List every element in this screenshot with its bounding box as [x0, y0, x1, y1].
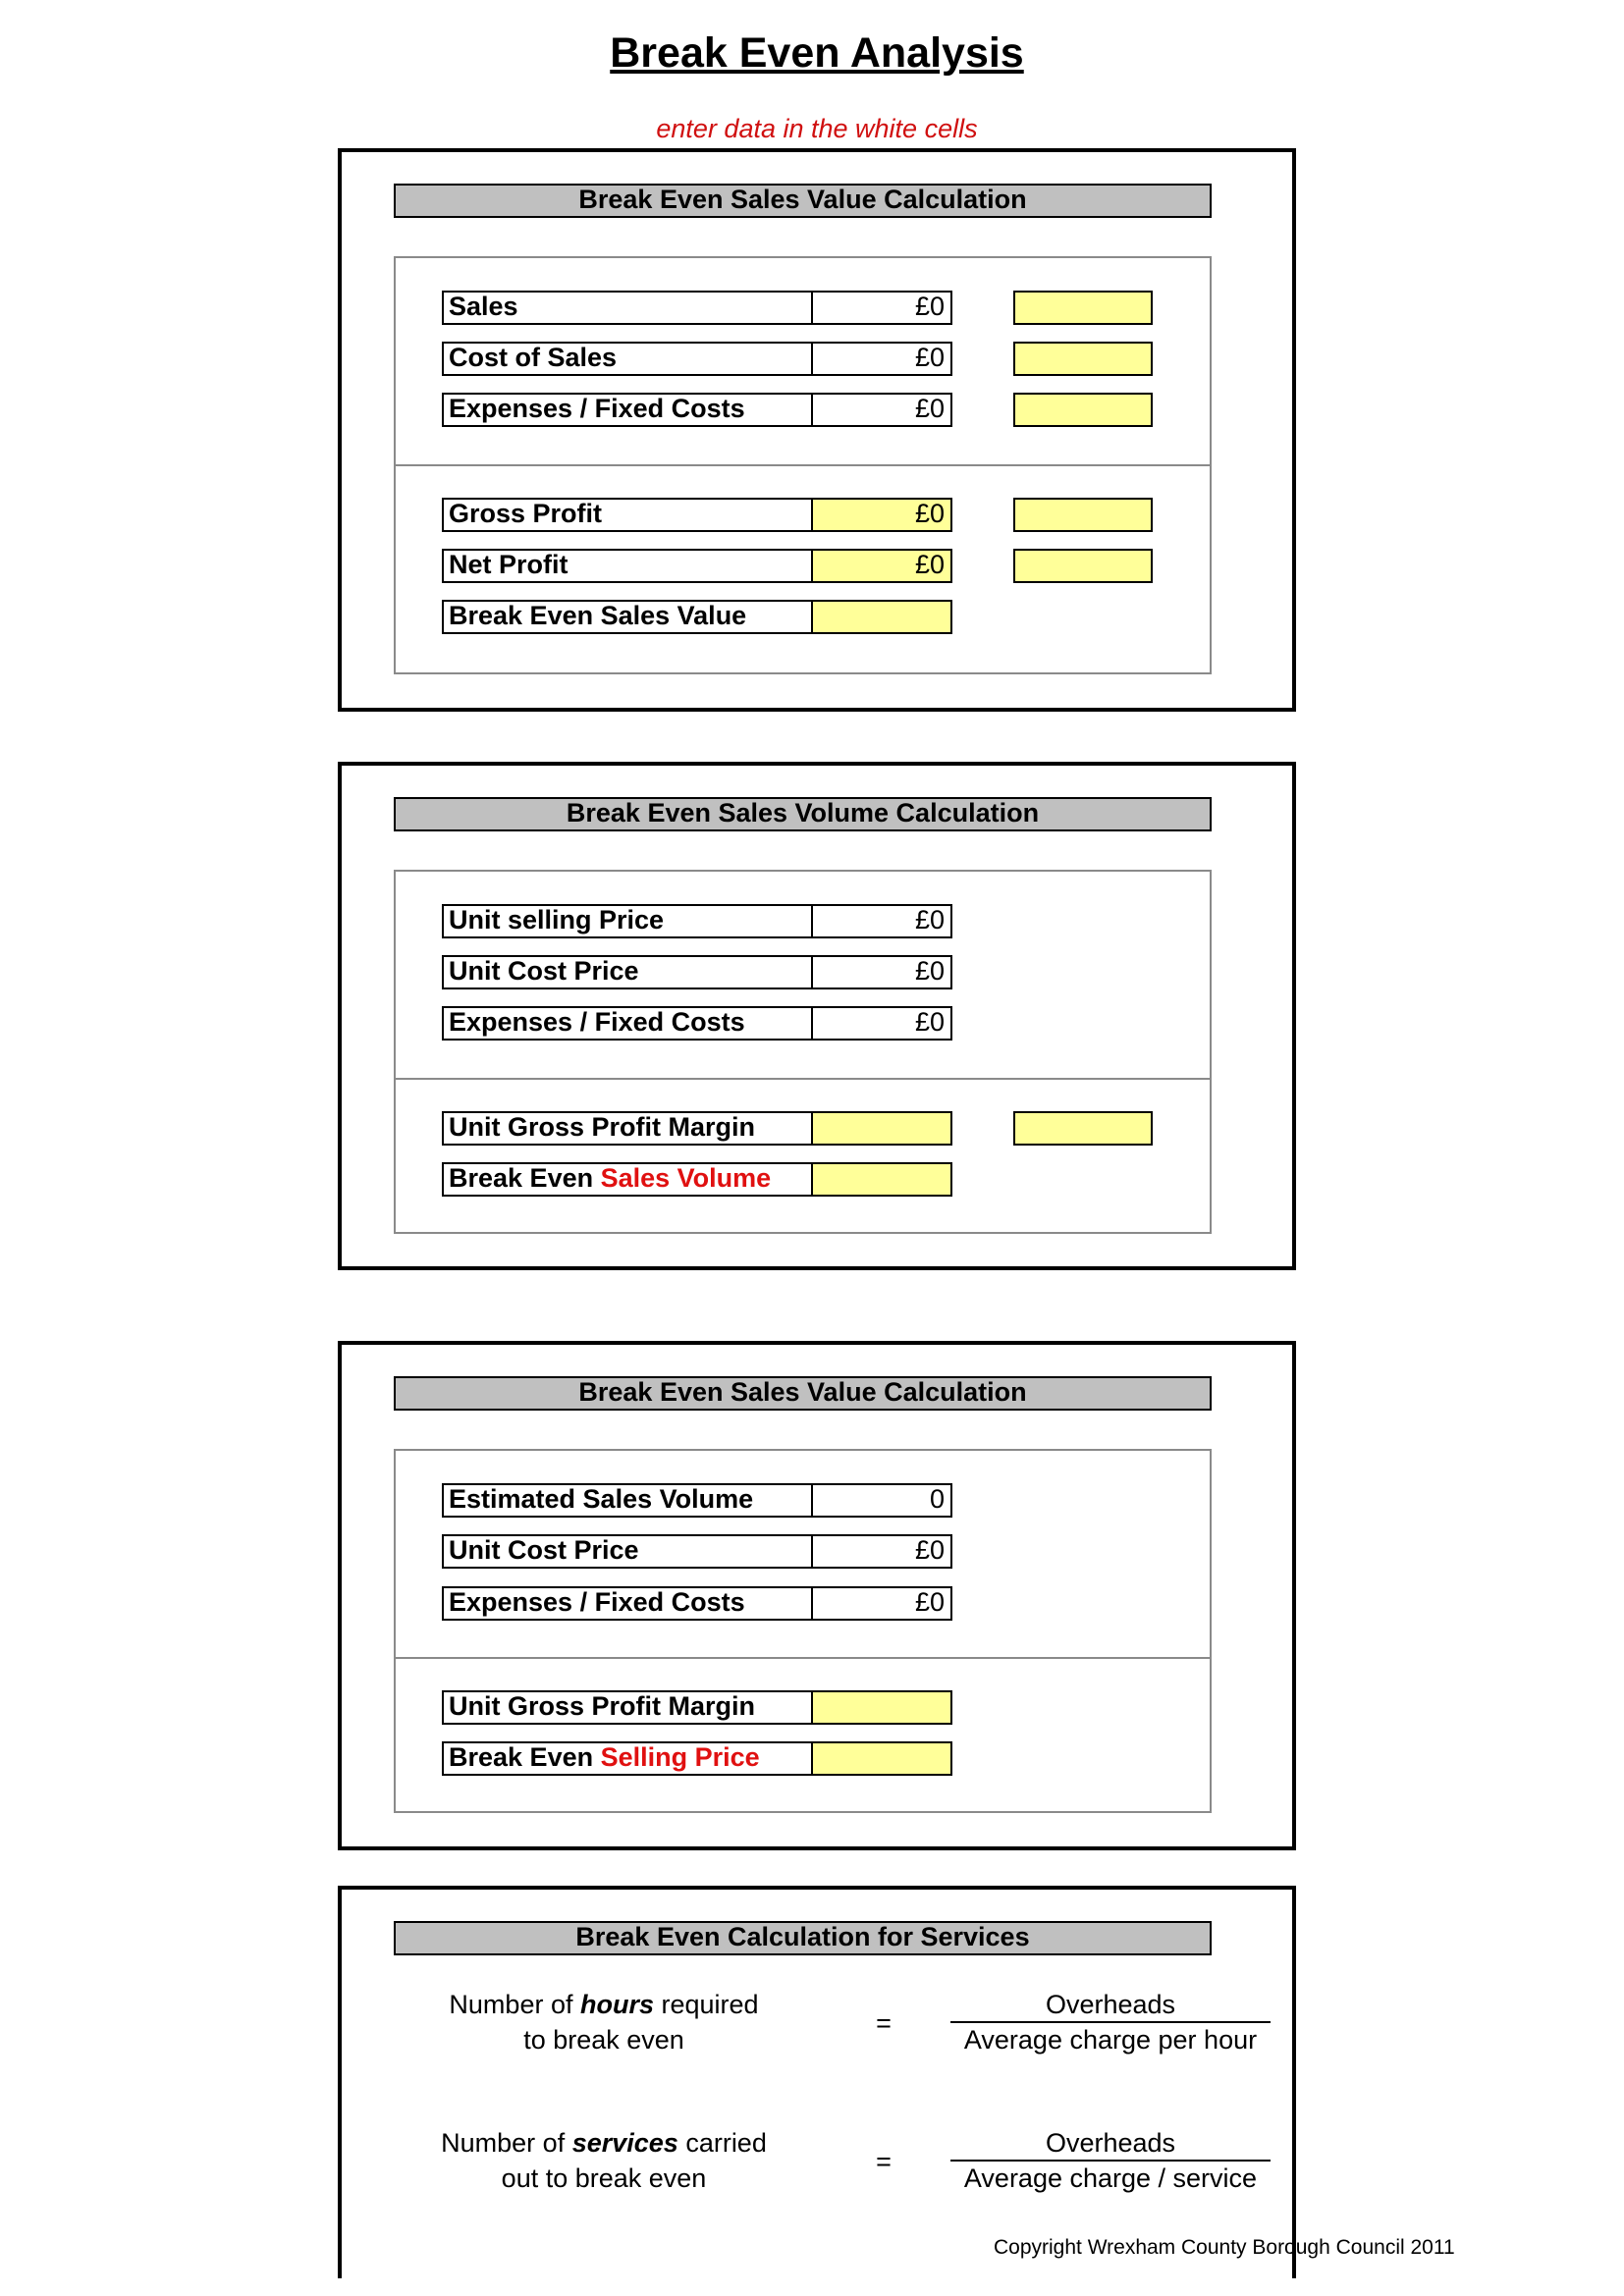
services-formula-left [393, 2125, 815, 2196]
copyright-notice: Copyright Wrexham County Borough Council 2011 [994, 2236, 1455, 2259]
label-highlight: Sales Volume [600, 1163, 772, 1193]
sales-label: Sales [442, 291, 813, 325]
break-even-sales-volume-output [811, 1162, 952, 1197]
unit-gross-profit-margin-output [811, 1690, 952, 1725]
margin-aux-cell [1013, 1111, 1153, 1146]
unit-gross-profit-margin-output [811, 1111, 952, 1146]
net-profit-label: Net Profit [442, 549, 813, 583]
fixed-costs-label: Expenses / Fixed Costs [442, 393, 813, 427]
formula-text: Number of [441, 2128, 572, 2158]
denominator: Average charge / service [963, 2163, 1258, 2193]
break-even-sales-value-label: Break Even Sales Value [442, 600, 813, 634]
equals-sign: = [876, 2008, 892, 2038]
hours-formula-fraction [950, 1988, 1271, 2056]
formula-emphasis: hours [579, 1990, 654, 2019]
estimated-sales-volume-input[interactable]: 0 [811, 1483, 952, 1518]
unit-cost-price-label: Unit Cost Price [442, 955, 813, 989]
break-even-sales-value-output [811, 600, 952, 634]
cost-of-sales-aux-cell [1013, 342, 1153, 376]
section-header: Break Even Sales Value Calculation [394, 1376, 1212, 1411]
hours-formula-left [393, 1987, 815, 2057]
cost-of-sales-label: Cost of Sales [442, 342, 813, 376]
label-prefix: Break Even [449, 1742, 601, 1772]
sales-input[interactable]: £0 [811, 291, 952, 325]
label-prefix: Break Even [449, 1163, 601, 1193]
unit-cost-price-label: Unit Cost Price [442, 1534, 813, 1569]
formula-emphasis: services [571, 2128, 678, 2158]
group-divider [394, 1657, 1212, 1659]
sales-aux-cell [1013, 291, 1153, 325]
section-header: Break Even Sales Volume Calculation [394, 797, 1212, 831]
section-header: Break Even Calculation for Services [394, 1921, 1212, 1955]
unit-cost-price-input[interactable]: £0 [811, 1534, 952, 1569]
numerator: Overheads [950, 1988, 1271, 2023]
unit-gross-profit-margin-label: Unit Gross Profit Margin [442, 1690, 813, 1725]
group-divider [394, 1078, 1212, 1080]
formula-text-line2: to break even [523, 2025, 684, 2055]
unit-gross-profit-margin-label: Unit Gross Profit Margin [442, 1111, 813, 1146]
break-even-selling-price-label [442, 1741, 813, 1776]
gross-profit-aux-cell [1013, 498, 1153, 532]
fixed-costs-input[interactable]: £0 [811, 1586, 952, 1621]
break-even-selling-price-output [811, 1741, 952, 1776]
fixed-costs-aux-cell [1013, 393, 1153, 427]
formula-text: carried [677, 2128, 767, 2158]
unit-selling-price-label: Unit selling Price [442, 904, 813, 938]
net-profit-output: £0 [811, 549, 952, 583]
services-formula-fraction [950, 2126, 1271, 2195]
fixed-costs-input[interactable]: £0 [811, 393, 952, 427]
break-even-sales-volume-label [442, 1162, 813, 1197]
denominator: Average charge per hour [963, 2025, 1258, 2055]
formula-text: required [654, 1990, 759, 2019]
label-highlight: Selling Price [600, 1742, 760, 1772]
instruction-text: enter data in the white cells [656, 114, 978, 143]
fixed-costs-label: Expenses / Fixed Costs [442, 1006, 813, 1041]
unit-cost-price-input[interactable]: £0 [811, 955, 952, 989]
formula-text-line2: out to break even [501, 2163, 707, 2193]
fixed-costs-input[interactable]: £0 [811, 1006, 952, 1041]
page-title: Break Even Analysis [610, 29, 1024, 77]
cost-of-sales-input[interactable]: £0 [811, 342, 952, 376]
unit-selling-price-input[interactable]: £0 [811, 904, 952, 938]
gross-profit-label: Gross Profit [442, 498, 813, 532]
net-profit-aux-cell [1013, 549, 1153, 583]
formula-text: Number of [449, 1990, 580, 2019]
section-header: Break Even Sales Value Calculation [394, 184, 1212, 218]
estimated-sales-volume-label: Estimated Sales Volume [442, 1483, 813, 1518]
group-divider [394, 464, 1212, 466]
fixed-costs-label: Expenses / Fixed Costs [442, 1586, 813, 1621]
equals-sign: = [876, 2147, 892, 2176]
numerator: Overheads [950, 2126, 1271, 2162]
gross-profit-output: £0 [811, 498, 952, 532]
